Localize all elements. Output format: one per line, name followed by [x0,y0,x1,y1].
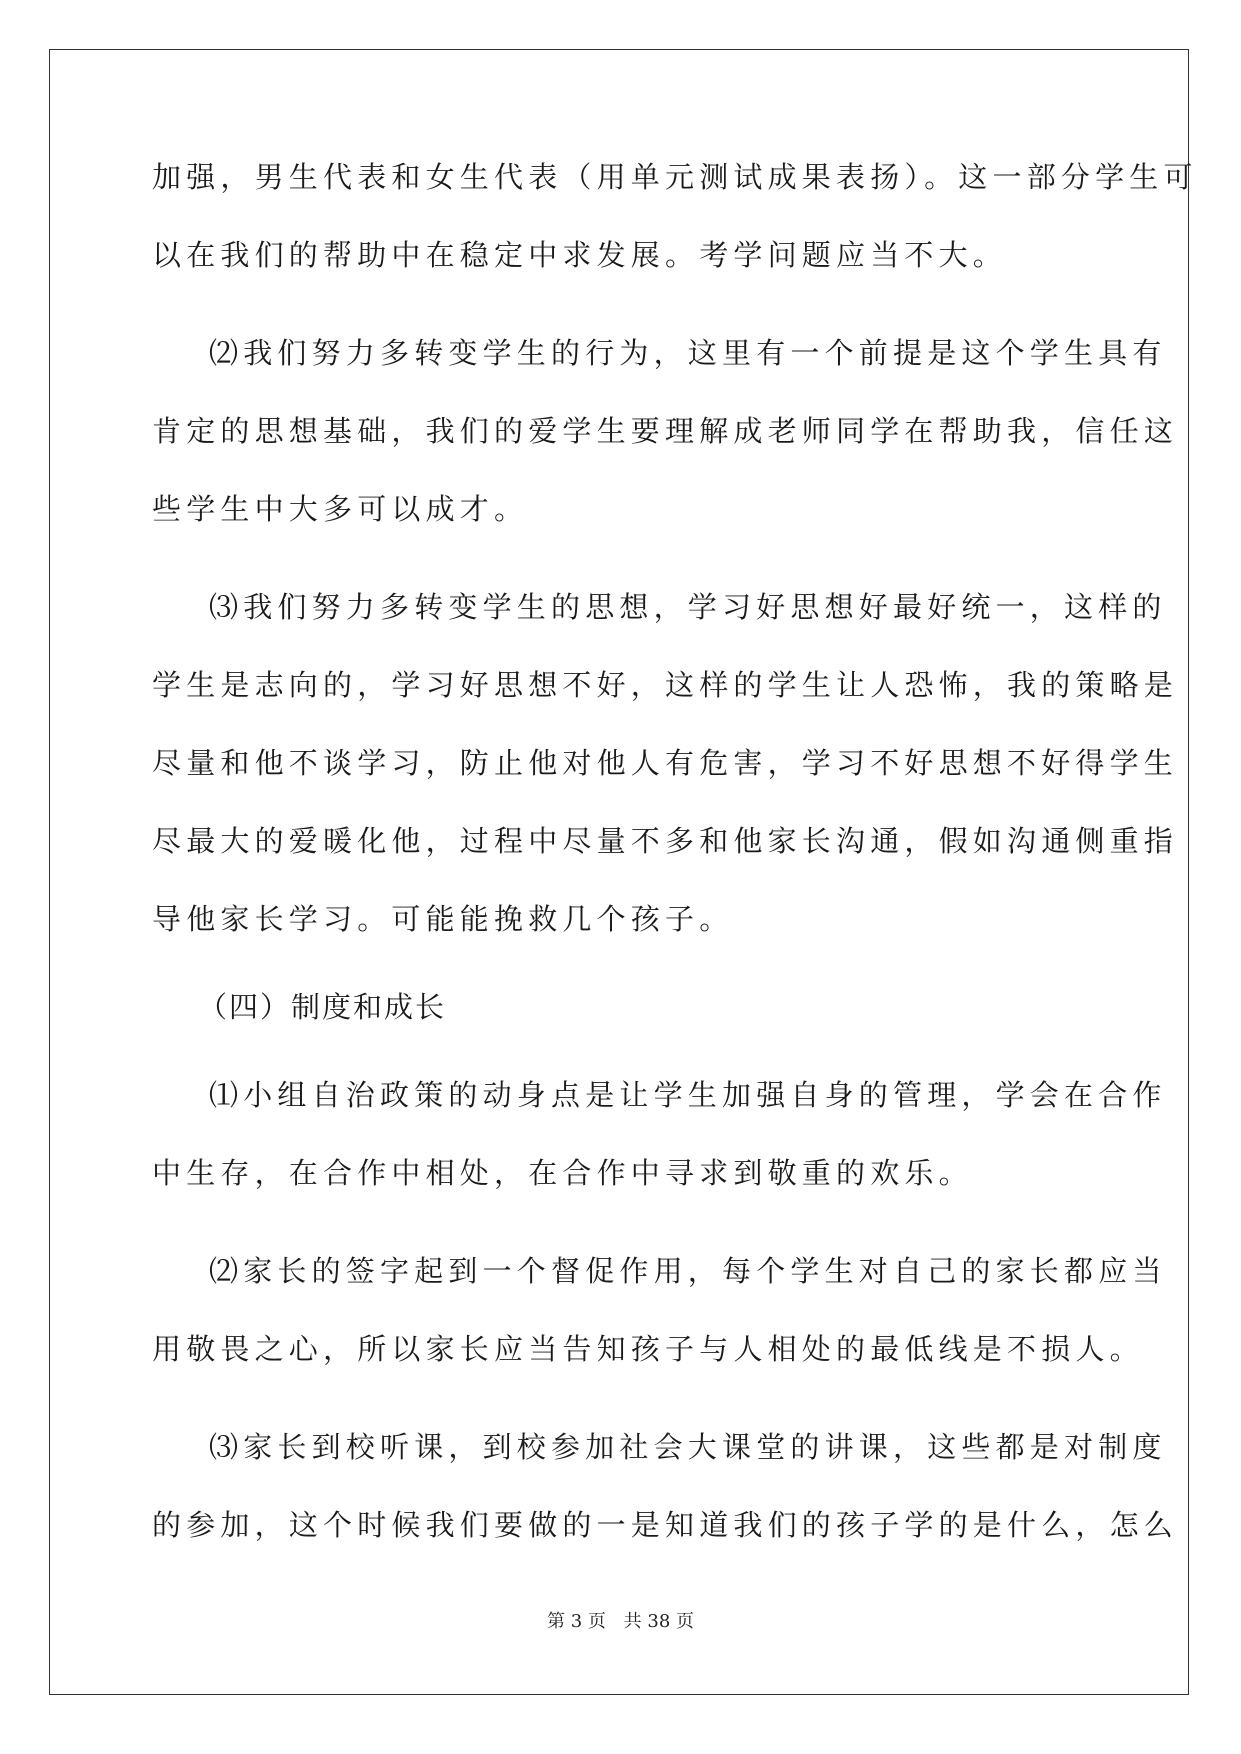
page-number: 第 3 页 [547,1611,606,1632]
text-line: 中生存，在合作中相处，在合作中寻求到敬重的欢乐。 [152,1156,973,1190]
text-line: ⑶我们努力多转变学生的思想，学习好思想好最好统一，这样的 [209,590,1167,624]
text-line: 尽最大的爱暖化他，过程中尽量不多和他家长沟通，假如沟通侧重指 [152,824,1179,858]
text-line: ⑴小组自治政策的动身点是让学生加强自身的管理，学会在合作 [209,1078,1167,1112]
text-line: 以在我们的帮助中在稳定中求发展。考学问题应当不大。 [152,238,1008,272]
text-line: 用敬畏之心，所以家长应当告知孩子与人相处的最低线是不损人。 [152,1332,1144,1366]
text-line: 的参加，这个时候我们要做的一是知道我们的孩子学的是什么，怎么 [152,1508,1179,1542]
page-footer [0,1610,1241,1634]
text-line: 肯定的思想基础，我们的爱学生要理解成老师同学在帮助我，信任这 [152,414,1179,448]
text-line: ⑵我们努力多转变学生的行为，这里有一个前提是这个学生具有 [209,336,1167,370]
text-line: 加强，男生代表和女生代表（用单元测试成果表扬）。这一部分学生可 [152,160,1198,194]
text-line: ⑶家长到校听课，到校参加社会大课堂的讲课，这些都是对制度 [209,1430,1167,1464]
page-total: 共 38 页 [623,1611,694,1632]
section-heading: （四）制度和成长 [198,990,447,1024]
text-line: ⑵家长的签字起到一个督促作用，每个学生对自己的家长都应当 [209,1254,1167,1288]
text-line: 导他家长学习。可能能挽救几个孩子。 [152,902,734,936]
text-line: 学生是志向的，学习好思想不好，这样的学生让人恐怖，我的策略是 [152,668,1179,702]
text-line: 尽量和他不谈学习，防止他对他人有危害，学习不好思想不好得学生 [152,746,1179,780]
text-line: 些学生中大多可以成才。 [152,492,529,526]
